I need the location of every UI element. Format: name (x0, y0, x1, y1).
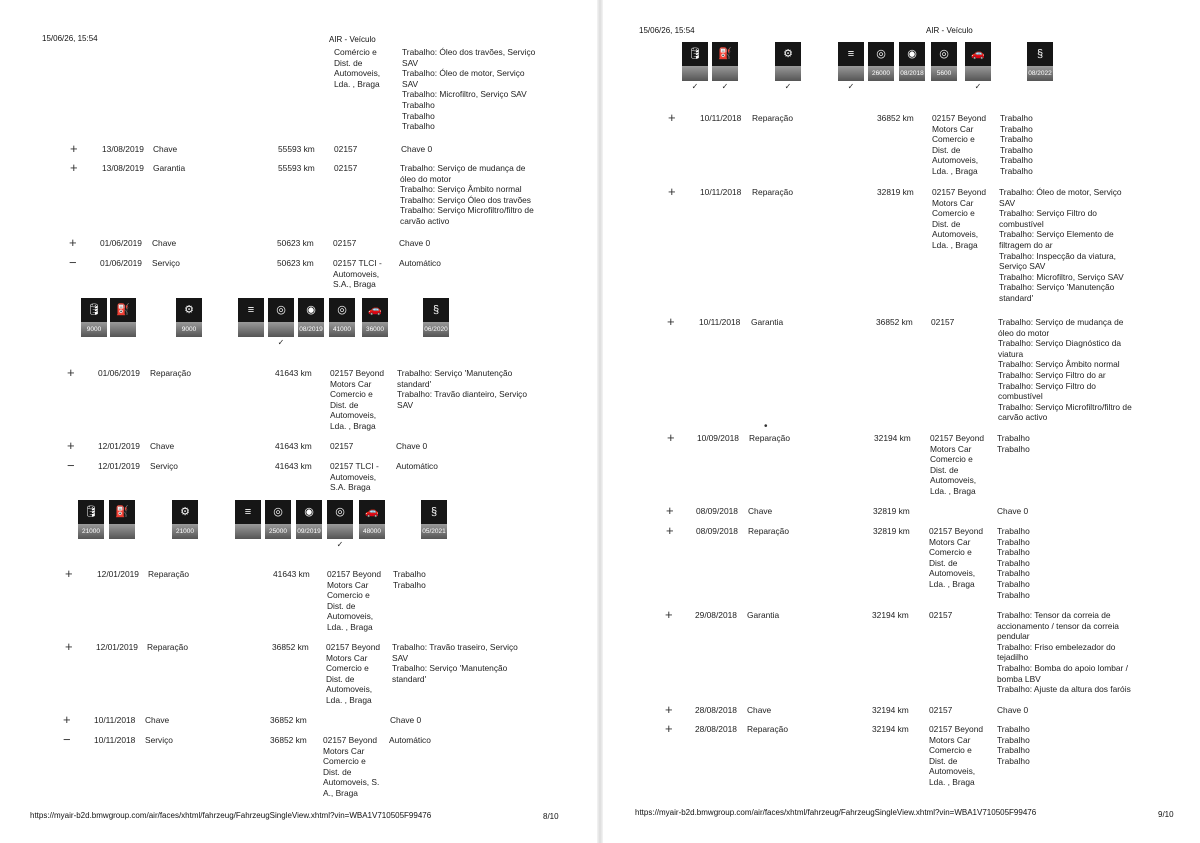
type-cell: Chave (153, 144, 178, 154)
print-timestamp: 15/06/26, 15:54 (42, 34, 98, 43)
date-cell: 08/09/2018 (696, 526, 738, 536)
dealer-cell: Comércio e Dist. de Automoveis, Lda. , Braga (334, 47, 381, 89)
type-cell: Chave (152, 238, 177, 248)
vehicle-check-icon (362, 298, 388, 337)
km-cell: 32819 km (873, 526, 910, 536)
work-cell: Chave 0 (390, 715, 422, 725)
inspection-icon-glyph: § (1027, 42, 1053, 66)
dealer-cell: 02157 Beyond Motors Car Comercio e Dist. de Automoveis, Lda. , Braga (929, 526, 984, 589)
front-brake-icon-glyph: ◎ (265, 500, 291, 524)
expand-toggle[interactable]: + (70, 141, 78, 156)
inspection-icon (421, 500, 447, 539)
front-brake-icon (265, 500, 291, 539)
service-due-value: 08/2018 (899, 66, 925, 81)
service-done-checkmark: ✓ (721, 82, 729, 91)
expand-toggle[interactable]: + (65, 639, 73, 654)
work-cell: Automático (389, 735, 431, 745)
work-cell: Trabalho: Serviço de mudança de óleo do motor Trabalho: Serviço Âmbito normal Trabalho: Serviço Óleo dos travões Trabalho: Serviço Microfiltro/filtro de carvão activo (400, 163, 534, 226)
service-due-value: 48000 (359, 524, 385, 539)
type-cell: Chave (150, 441, 175, 451)
dealer-cell: 02157 (334, 163, 358, 173)
date-cell: 12/01/2019 (96, 642, 138, 652)
work-cell: Chave 0 (997, 506, 1029, 516)
km-cell: 32819 km (873, 506, 910, 516)
engine-oil-icon (682, 42, 708, 93)
service-due-value: 06/2020 (423, 322, 449, 337)
type-cell: Reparação (752, 187, 793, 197)
type-cell: Serviço (152, 258, 180, 268)
rear-brake-icon-glyph: ◎ (931, 42, 957, 66)
scan-artifact-dot: • (764, 421, 768, 432)
date-cell: 28/08/2018 (695, 724, 737, 734)
brake-fluid-icon (712, 42, 738, 93)
microfilter-icon-glyph: ⚙ (176, 298, 202, 322)
dealer-cell: 02157 Beyond Motors Car Comercio e Dist. de Automoveis, S. A., Braga (323, 735, 380, 798)
expand-toggle[interactable]: + (666, 503, 674, 518)
engine-oil-icon (78, 500, 104, 539)
air-filter-icon (298, 298, 324, 337)
vehicle-check-icon-glyph: 🚗 (362, 298, 388, 322)
microfilter-icon (176, 298, 202, 337)
work-cell: Trabalho: Óleo de motor, Serviço SAV Trabalho: Serviço Filtro do combustível Trabalho: Serviço Elemento de filtragem do ar Trabalho: Inspecção da viatura, Serviço SAV Trabalho: Microfiltro, Serviço SAV Trabalho: Serviço 'Manutenção standard' (999, 187, 1124, 303)
fuel-filter-icon (838, 42, 864, 93)
km-cell: 32194 km (872, 610, 909, 620)
service-due-value: 05/2021 (421, 524, 447, 539)
rear-brake-icon (327, 500, 353, 551)
page-number: 9/10 (1158, 810, 1174, 819)
work-cell: Trabalho Trabalho Trabalho Trabalho Trabalho Trabalho Trabalho (997, 526, 1030, 600)
service-status-icons (0, 500, 596, 560)
brake-fluid-icon (110, 298, 136, 337)
front-brake-icon-glyph: ◎ (868, 42, 894, 66)
km-cell: 55593 km (278, 144, 315, 154)
type-cell: Chave (145, 715, 170, 725)
km-cell: 50623 km (277, 258, 314, 268)
service-due-value: 08/2019 (298, 322, 324, 337)
type-cell: Serviço (150, 461, 178, 471)
date-cell: 13/08/2019 (102, 163, 144, 173)
inspection-icon-glyph: § (421, 500, 447, 524)
expand-toggle[interactable]: + (69, 235, 77, 250)
front-brake-icon (268, 298, 294, 349)
service-due-value: 26000 (868, 66, 894, 81)
km-cell: 41643 km (275, 368, 312, 378)
km-cell: 50623 km (277, 238, 314, 248)
service-done-checkmark: ✓ (974, 82, 982, 91)
print-timestamp: 15/06/26, 15:54 (639, 26, 695, 35)
brake-fluid-icon (109, 500, 135, 539)
work-cell: Chave 0 (396, 441, 428, 451)
expand-toggle[interactable]: + (67, 365, 75, 380)
date-cell: 01/06/2019 (98, 368, 140, 378)
dealer-cell: 02157 (334, 144, 358, 154)
date-cell: 12/01/2019 (98, 461, 140, 471)
page-fold-divider (597, 0, 603, 843)
service-due-value: 41000 (329, 322, 355, 337)
engine-oil-icon-glyph: 🛢 (78, 500, 104, 524)
service-status-icons (604, 42, 1200, 102)
type-cell: Serviço (145, 735, 173, 745)
service-due-value (682, 66, 708, 81)
work-cell: Trabalho: Serviço 'Manutenção standard' Trabalho: Travão dianteiro, Serviço SAV (397, 368, 528, 410)
brake-fluid-icon-glyph: ⛽ (110, 298, 136, 322)
service-due-value: 5600 (931, 66, 957, 81)
service-due-value: 9000 (81, 322, 107, 337)
service-due-value (327, 524, 353, 539)
work-cell: Trabalho: Travão traseiro, Serviço SAV Trabalho: Serviço 'Manutenção standard' (392, 642, 518, 684)
work-cell: Trabalho: Tensor da correia de accionamento / tensor da correia pendular Trabalho: Friso embelezador do tejadilho Trabalho: Bomba do apoio lombar / bomba LBV Trabalho: Ajuste da altura dos faróis (997, 610, 1131, 695)
microfilter-icon-glyph: ⚙ (172, 500, 198, 524)
date-cell: 10/09/2018 (697, 433, 739, 443)
document-page-8 (0, 0, 596, 843)
work-cell: Trabalho Trabalho Trabalho Trabalho (997, 724, 1030, 766)
footer-url-link[interactable]: https://myair-b2d.bmwgroup.com/air/faces/xhtml/fahrzeug/FahrzeugSingleView.xhtml?vin=WBA1V710505F99476 (30, 811, 432, 820)
air-filter-icon-glyph: ◉ (899, 42, 925, 66)
service-due-value (838, 66, 864, 81)
collapse-toggle[interactable]: − (69, 255, 77, 270)
type-cell: Reparação (150, 368, 191, 378)
brake-fluid-icon-glyph: ⛽ (109, 500, 135, 524)
service-done-checkmark: ✓ (277, 338, 285, 347)
work-cell: Trabalho Trabalho (997, 433, 1030, 454)
dealer-cell: 02157 (929, 610, 953, 620)
fuel-filter-icon (235, 500, 261, 539)
dealer-cell: 02157 (929, 705, 953, 715)
service-due-value (268, 322, 294, 337)
engine-oil-icon (81, 298, 107, 337)
dealer-cell: 02157 (333, 238, 357, 248)
service-due-value (775, 66, 801, 81)
expand-toggle[interactable]: + (668, 110, 676, 125)
type-cell: Reparação (748, 526, 789, 536)
type-cell: Reparação (147, 642, 188, 652)
document-title: AIR - Veículo (926, 26, 973, 35)
fuel-filter-icon-glyph: ≡ (838, 42, 864, 66)
collapse-toggle[interactable]: − (67, 458, 75, 473)
expand-toggle[interactable]: + (668, 184, 676, 199)
type-cell: Chave (747, 705, 772, 715)
page-number: 8/10 (543, 812, 559, 821)
dealer-cell: 02157 (931, 317, 955, 327)
vehicle-check-icon-glyph: 🚗 (359, 500, 385, 524)
service-done-checkmark: ✓ (336, 540, 344, 549)
front-brake-icon-glyph: ◎ (268, 298, 294, 322)
type-cell: Reparação (752, 113, 793, 123)
km-cell: 36852 km (270, 735, 307, 745)
service-done-checkmark: ✓ (847, 82, 855, 91)
air-filter-icon-glyph: ◉ (296, 500, 322, 524)
work-cell: Trabalho Trabalho (393, 569, 426, 590)
document-title: AIR - Veículo (329, 35, 376, 44)
fuel-filter-icon (238, 298, 264, 337)
service-due-value: 25000 (265, 524, 291, 539)
service-due-value: 09/2019 (296, 524, 322, 539)
air-filter-icon (296, 500, 322, 539)
dealer-cell: 02157 Beyond Motors Car Comercio e Dist. de Automoveis, Lda. , Braga (330, 368, 385, 431)
dealer-cell: 02157 (330, 441, 354, 451)
vehicle-check-icon (359, 500, 385, 539)
dealer-cell: 02157 TLCI - Automoveis, S.A. Braga (330, 461, 379, 493)
work-cell: Automático (399, 258, 441, 268)
expand-toggle[interactable]: + (667, 314, 675, 329)
expand-toggle[interactable]: + (666, 523, 674, 538)
service-due-value: 21000 (172, 524, 198, 539)
date-cell: 01/06/2019 (100, 258, 142, 268)
date-cell: 10/11/2018 (700, 113, 742, 123)
expand-toggle[interactable]: + (67, 438, 75, 453)
footer-url-link[interactable]: https://myair-b2d.bmwgroup.com/air/faces/xhtml/fahrzeug/FahrzeugSingleView.xhtml?vin=WBA1V710505F99476 (635, 808, 1037, 817)
work-cell: Trabalho: Serviço de mudança de óleo do motor Trabalho: Serviço Diagnóstico da viatura Trabalho: Serviço Âmbito normal Trabalho: Serviço Filtro do ar Trabalho: Serviço Filtro do combustível Trabalho: Serviço Microfiltro/filtro de carvão activo (998, 317, 1132, 423)
km-cell: 32194 km (872, 724, 909, 734)
work-cell: Chave 0 (401, 144, 433, 154)
service-due-value: 08/2022 (1027, 66, 1053, 81)
date-cell: 10/11/2018 (94, 735, 136, 745)
type-cell: Garantia (153, 163, 186, 173)
service-due-value: 9000 (176, 322, 202, 337)
work-cell: Trabalho Trabalho Trabalho Trabalho Trabalho Trabalho (1000, 113, 1033, 176)
km-cell: 32819 km (877, 187, 914, 197)
service-due-value (235, 524, 261, 539)
expand-toggle[interactable]: + (667, 430, 675, 445)
rear-brake-icon (931, 42, 957, 81)
km-cell: 36852 km (877, 113, 914, 123)
microfilter-icon (775, 42, 801, 93)
fuel-filter-icon-glyph: ≡ (235, 500, 261, 524)
expand-toggle[interactable]: + (70, 160, 78, 175)
type-cell: Garantia (751, 317, 784, 327)
work-cell: Chave 0 (399, 238, 431, 248)
service-done-checkmark: ✓ (784, 82, 792, 91)
rear-brake-icon (329, 298, 355, 337)
vehicle-check-icon (965, 42, 991, 93)
service-due-value: 36000 (362, 322, 388, 337)
date-cell: 08/09/2018 (696, 506, 738, 516)
km-cell: 41643 km (275, 441, 312, 451)
service-due-value (965, 66, 991, 81)
rear-brake-icon-glyph: ◎ (327, 500, 353, 524)
date-cell: 13/08/2019 (102, 144, 144, 154)
service-status-icons (0, 298, 596, 358)
km-cell: 36852 km (272, 642, 309, 652)
air-filter-icon-glyph: ◉ (298, 298, 324, 322)
air-filter-icon (899, 42, 925, 81)
date-cell: 29/08/2018 (695, 610, 737, 620)
microfilter-icon (172, 500, 198, 539)
dealer-cell: 02157 Beyond Motors Car Comercio e Dist. de Automoveis, Lda. , Braga (930, 433, 985, 496)
type-cell: Reparação (749, 433, 790, 443)
engine-oil-icon-glyph: 🛢 (682, 42, 708, 66)
km-cell: 41643 km (275, 461, 312, 471)
dealer-cell: 02157 Beyond Motors Car Comercio e Dist. de Automoveis, Lda. , Braga (326, 642, 381, 705)
service-due-value (109, 524, 135, 539)
km-cell: 41643 km (273, 569, 310, 579)
engine-oil-icon-glyph: 🛢 (81, 298, 107, 322)
expand-toggle[interactable]: + (665, 721, 673, 736)
km-cell: 55593 km (278, 163, 315, 173)
dealer-cell: 02157 TLCI - Automoveis, S.A., Braga (333, 258, 382, 290)
microfilter-icon-glyph: ⚙ (775, 42, 801, 66)
date-cell: 10/11/2018 (699, 317, 741, 327)
date-cell: 12/01/2019 (98, 441, 140, 451)
service-due-value: 21000 (78, 524, 104, 539)
type-cell: Garantia (747, 610, 780, 620)
date-cell: 10/11/2018 (94, 715, 136, 725)
inspection-icon-glyph: § (423, 298, 449, 322)
inspection-icon (1027, 42, 1053, 81)
dealer-cell: 02157 Beyond Motors Car Comercio e Dist. de Automoveis, Lda. , Braga (932, 187, 987, 250)
date-cell: 28/08/2018 (695, 705, 737, 715)
date-cell: 10/11/2018 (700, 187, 742, 197)
brake-fluid-icon-glyph: ⛽ (712, 42, 738, 66)
work-cell: Automático (396, 461, 438, 471)
expand-toggle[interactable]: + (665, 607, 673, 622)
type-cell: Chave (748, 506, 773, 516)
km-cell: 32194 km (874, 433, 911, 443)
rear-brake-icon-glyph: ◎ (329, 298, 355, 322)
collapse-toggle[interactable]: − (63, 732, 71, 747)
dealer-cell: 02157 Beyond Motors Car Comercio e Dist. de Automoveis, Lda. , Braga (929, 724, 984, 787)
expand-toggle[interactable]: + (65, 566, 73, 581)
type-cell: Reparação (747, 724, 788, 734)
km-cell: 36852 km (270, 715, 307, 725)
km-cell: 36852 km (876, 317, 913, 327)
work-cell: Trabalho: Óleo dos travões, Serviço SAV Trabalho: Óleo de motor, Serviço SAV Trabalho: Microfiltro, Serviço SAV Trabalho Trabalho Trabalho (402, 47, 536, 132)
front-brake-icon (868, 42, 894, 81)
document-page-9 (604, 0, 1200, 843)
dealer-cell: 02157 Beyond Motors Car Comercio e Dist. de Automoveis, Lda. , Braga (932, 113, 987, 176)
type-cell: Reparação (148, 569, 189, 579)
service-due-value (110, 322, 136, 337)
dealer-cell: 02157 Beyond Motors Car Comercio e Dist. de Automoveis, Lda. , Braga (327, 569, 382, 632)
expand-toggle[interactable]: + (63, 712, 71, 727)
vehicle-check-icon-glyph: 🚗 (965, 42, 991, 66)
service-done-checkmark: ✓ (691, 82, 699, 91)
service-due-value (238, 322, 264, 337)
date-cell: 12/01/2019 (97, 569, 139, 579)
service-due-value (712, 66, 738, 81)
expand-toggle[interactable]: + (665, 702, 673, 717)
date-cell: 01/06/2019 (100, 238, 142, 248)
km-cell: 32194 km (872, 705, 909, 715)
fuel-filter-icon-glyph: ≡ (238, 298, 264, 322)
work-cell: Chave 0 (997, 705, 1029, 715)
inspection-icon (423, 298, 449, 337)
